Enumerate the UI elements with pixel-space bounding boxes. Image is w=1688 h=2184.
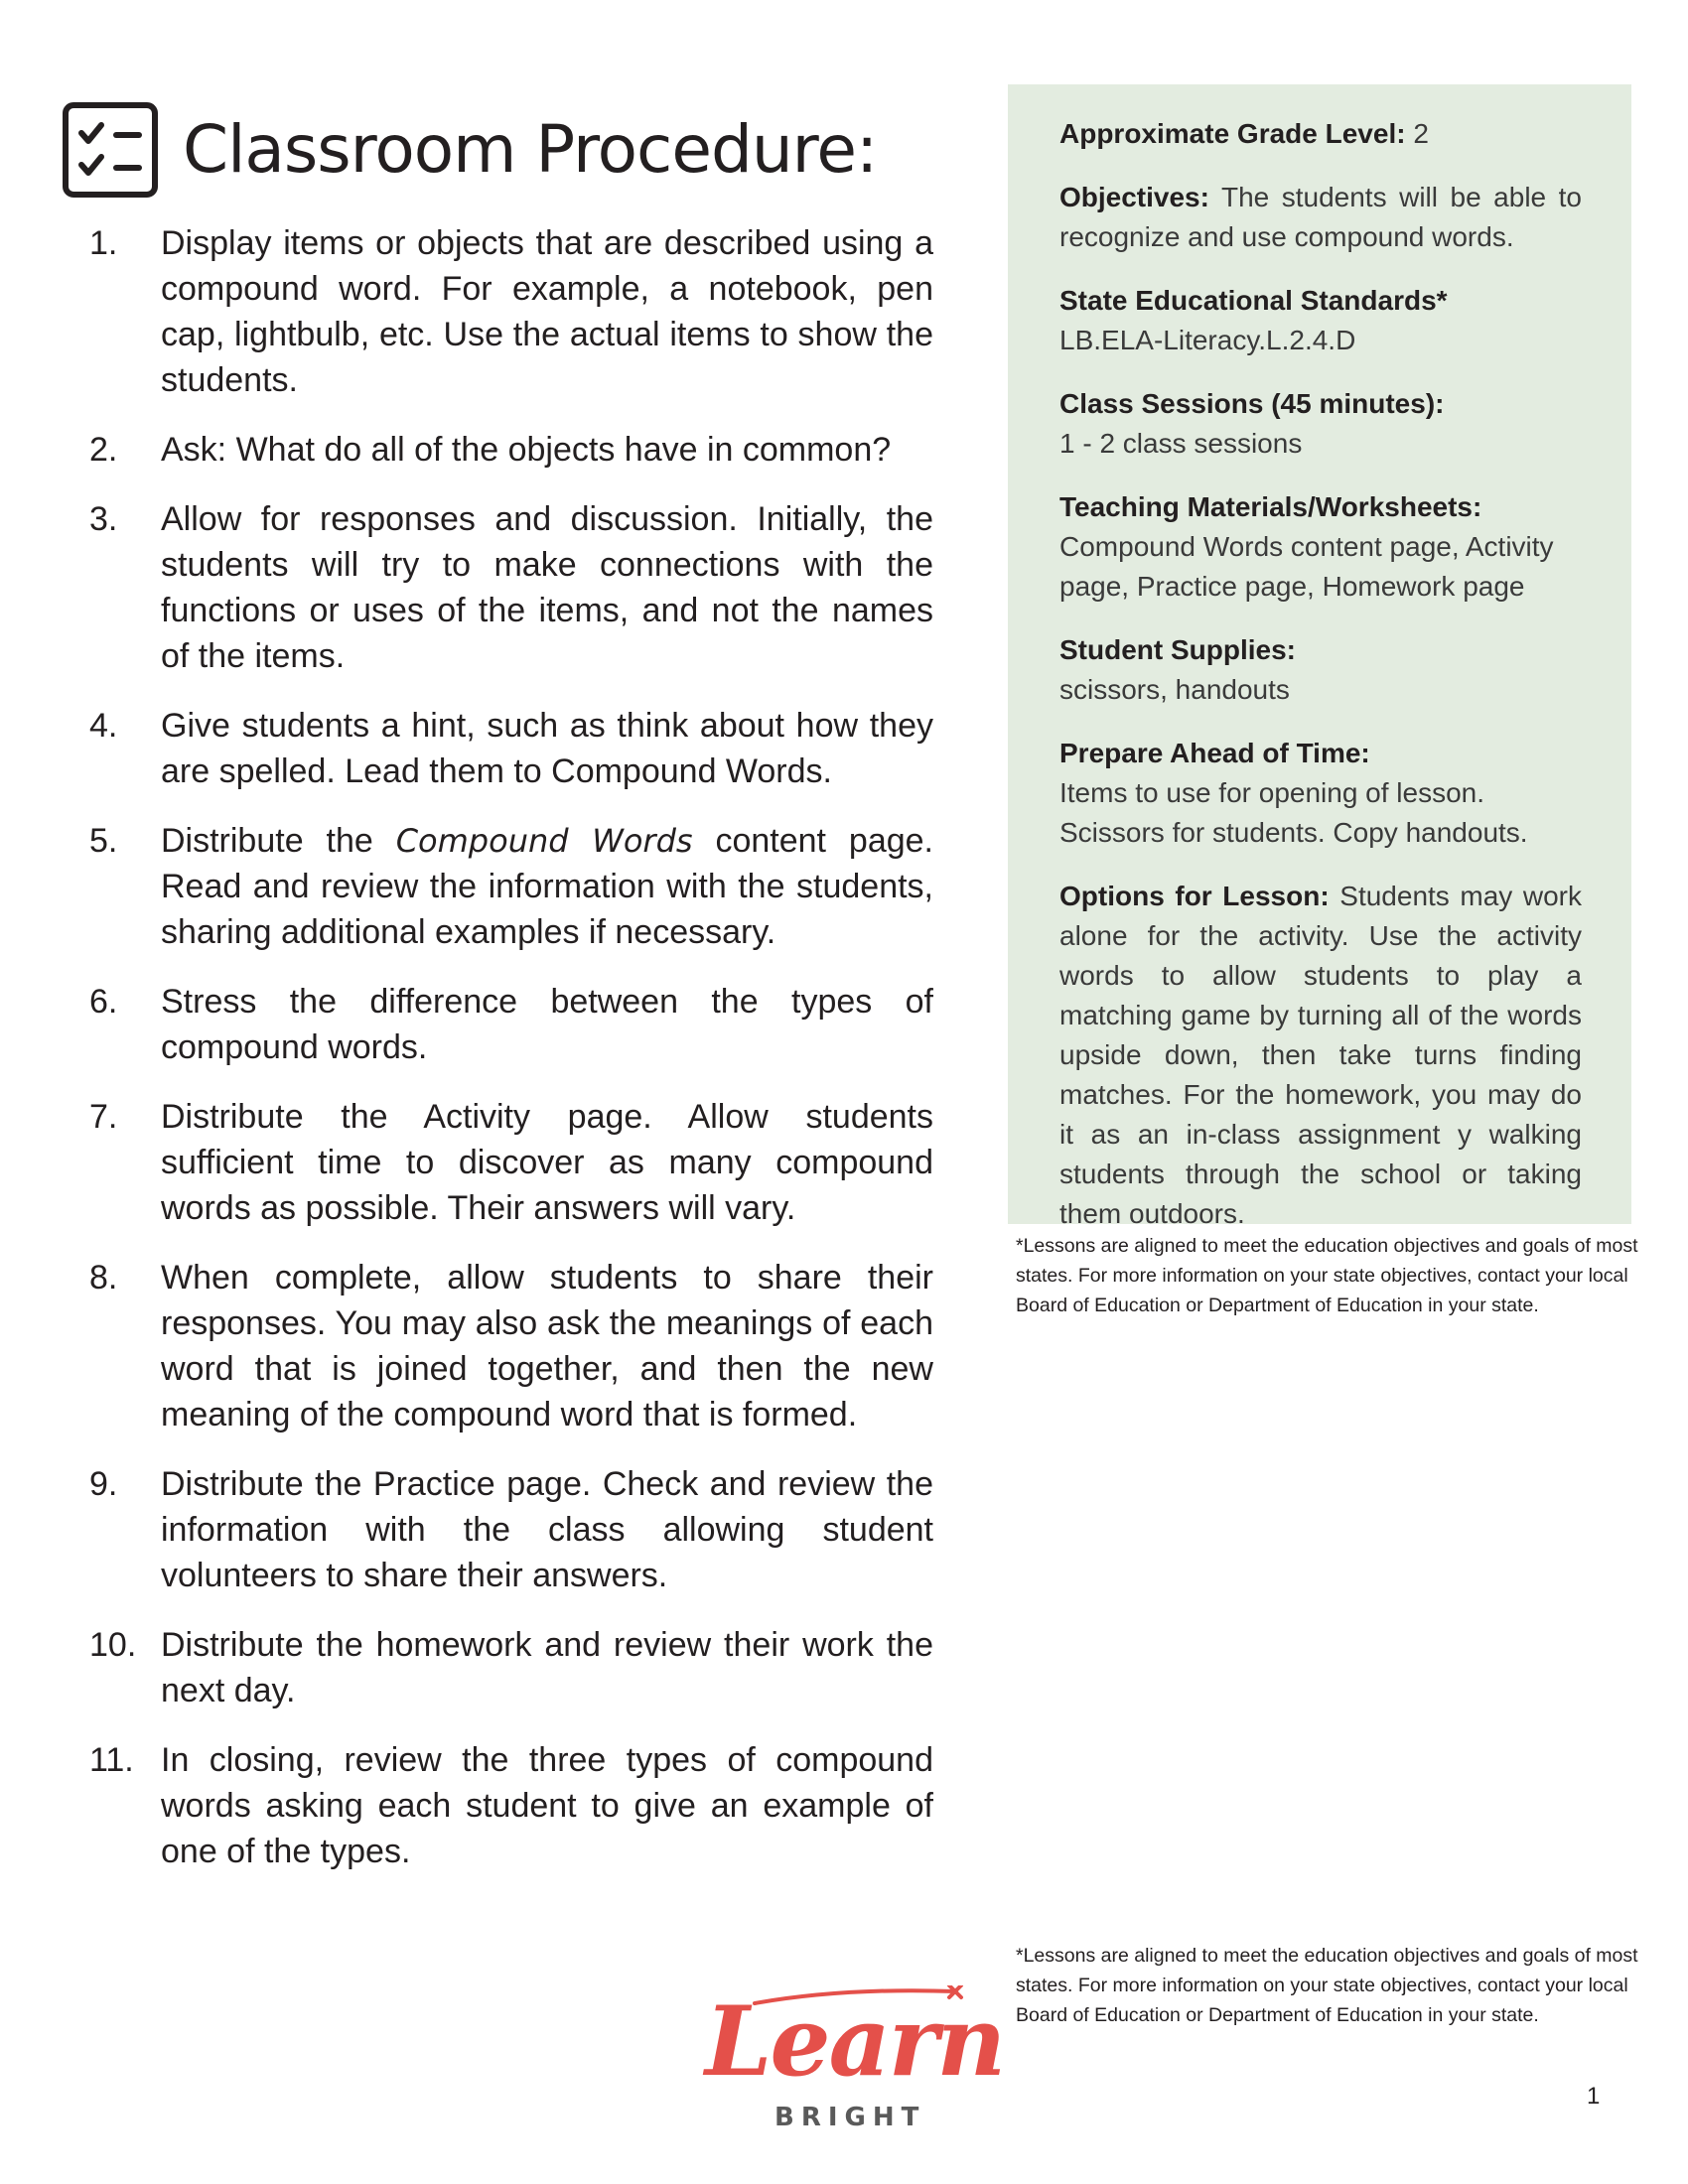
prepare-ahead-line-2: Scissors for students. Copy handouts.	[1059, 817, 1528, 848]
step-text: Distribute the Activity page. Allow students sufficient time to discover as many compound words as possible. Their answers will vary.	[161, 1098, 933, 1227]
learn-bright-logo	[695, 1985, 1005, 2144]
procedure-step-8	[89, 1255, 933, 1437]
teaching-materials	[1059, 487, 1582, 607]
logo-wordmark: Learn	[705, 1985, 1005, 2098]
standards-footnote: *Lessons are aligned to meet the education objectives and goals of most states. For more information on your state objectives, contact your local Board of Education or Department of Education in your state.	[1016, 1235, 1638, 1316]
step-text-pre: Distribute the	[161, 822, 396, 860]
lesson-options-label: Options for Lesson:	[1059, 881, 1330, 911]
step-text: Distribute the homework and review their work the next day.	[161, 1626, 933, 1709]
procedure-step-2	[89, 427, 933, 473]
page-number: 1	[1587, 2083, 1601, 2110]
standards-footnote-bottom: *Lessons are aligned to meet the education objectives and goals of most states. For more information on your state objectives, contact your local Board of Education or Department of Education in your state.	[1016, 1945, 1638, 2026]
prepare-ahead	[1059, 734, 1582, 853]
class-sessions-label: Class Sessions (45 minutes):	[1059, 388, 1445, 419]
grade-level-label: Approximate Grade Level:	[1059, 118, 1406, 149]
step-text: Stress the difference between the types of compound words.	[161, 983, 933, 1066]
class-sessions-value: 1 - 2 class sessions	[1059, 428, 1303, 459]
step-text: Allow for responses and discussion. Initially, the students will try to make connections with the functions or uses of the items, and not the names of the items.	[161, 500, 933, 675]
procedure-step-3	[89, 496, 933, 679]
prepare-ahead-label: Prepare Ahead of Time:	[1059, 738, 1370, 768]
step-number: 3.	[89, 500, 118, 538]
objectives-label: Objectives:	[1059, 182, 1209, 212]
step-text-post: content page. Read and review the information with the students, sharing additional examples if necessary.	[161, 822, 933, 951]
step-number: 8.	[89, 1259, 118, 1297]
procedure-step-1	[89, 220, 933, 403]
step-number: 11.	[89, 1741, 134, 1779]
state-standards	[1059, 281, 1582, 360]
lesson-options-value: Students may work alone for the activity. Use the activity words to allow students to play a matching game by turning all of the words upside down, then take turns finding matches. For the homework, you may do it as an in-class assignment y walking students through the school or taking them outdoors.	[1059, 881, 1583, 1229]
student-supplies	[1059, 630, 1582, 710]
step-number: 1.	[89, 224, 118, 262]
student-supplies-label: Student Supplies:	[1059, 634, 1296, 665]
state-standards-label: State Educational Standards*	[1059, 285, 1448, 316]
teaching-materials-label: Teaching Materials/Worksheets:	[1059, 491, 1482, 522]
procedure-step-6	[89, 979, 933, 1070]
step-text: Distribute the Practice page. Check and review the information with the class allowing student volunteers to share their answers.	[161, 1465, 933, 1594]
procedure-step-11	[89, 1737, 933, 1874]
prepare-ahead-line-1: Items to use for opening of lesson.	[1059, 777, 1485, 808]
procedure-list	[89, 220, 933, 1898]
step-number: 4.	[89, 707, 118, 745]
objectives-value: The students will be able to recognize and use compound words.	[1059, 182, 1582, 252]
procedure-step-9	[89, 1461, 933, 1598]
state-standards-value: LB.ELA-Literacy.L.2.4.D	[1059, 325, 1356, 355]
checklist-icon	[62, 101, 159, 199]
step-text-italic: Compound Words	[395, 822, 693, 860]
step-text: Display items or objects that are described using a compound word. For example, a notebook, pen cap, lightbulb, etc. Use the actual items to show the students.	[161, 224, 933, 399]
procedure-step-7	[89, 1094, 933, 1231]
lesson-info-panel	[1008, 84, 1631, 1229]
step-number: 9.	[89, 1465, 118, 1503]
objectives	[1059, 178, 1582, 257]
step-number: 7.	[89, 1098, 118, 1136]
grade-level-value: 2	[1413, 118, 1429, 149]
step-number: 10.	[89, 1626, 137, 1664]
page-header	[62, 68, 877, 231]
step-number: 2.	[89, 431, 118, 469]
step-text: In closing, review the three types of compound words asking each student to give an example of one of the types.	[161, 1741, 933, 1870]
step-number: 6.	[89, 983, 118, 1021]
grade-level	[1059, 114, 1582, 154]
step-text: Give students a hint, such as think about how they are spelled. Lead them to Compound Words.	[161, 707, 933, 790]
procedure-step-10	[89, 1622, 933, 1713]
step-text: Ask: What do all of the objects have in common?	[161, 431, 892, 469]
step-text	[161, 818, 933, 955]
page-title: Classroom Procedure:	[183, 111, 878, 189]
step-text: When complete, allow students to share their responses. You may also ask the meanings of each word that is joined together, and then the new meaning of the compound word that is formed.	[161, 1259, 933, 1433]
student-supplies-value: scissors, handouts	[1059, 674, 1290, 705]
class-sessions	[1059, 384, 1582, 464]
step-number: 5.	[89, 822, 118, 860]
procedure-step-5	[89, 818, 933, 955]
procedure-step-4	[89, 703, 933, 794]
logo-subtitle: BRIGHT	[774, 2103, 926, 2132]
teaching-materials-value: Compound Words content page, Activity page, Practice page, Homework page	[1059, 531, 1554, 602]
lesson-options	[1059, 877, 1582, 1234]
